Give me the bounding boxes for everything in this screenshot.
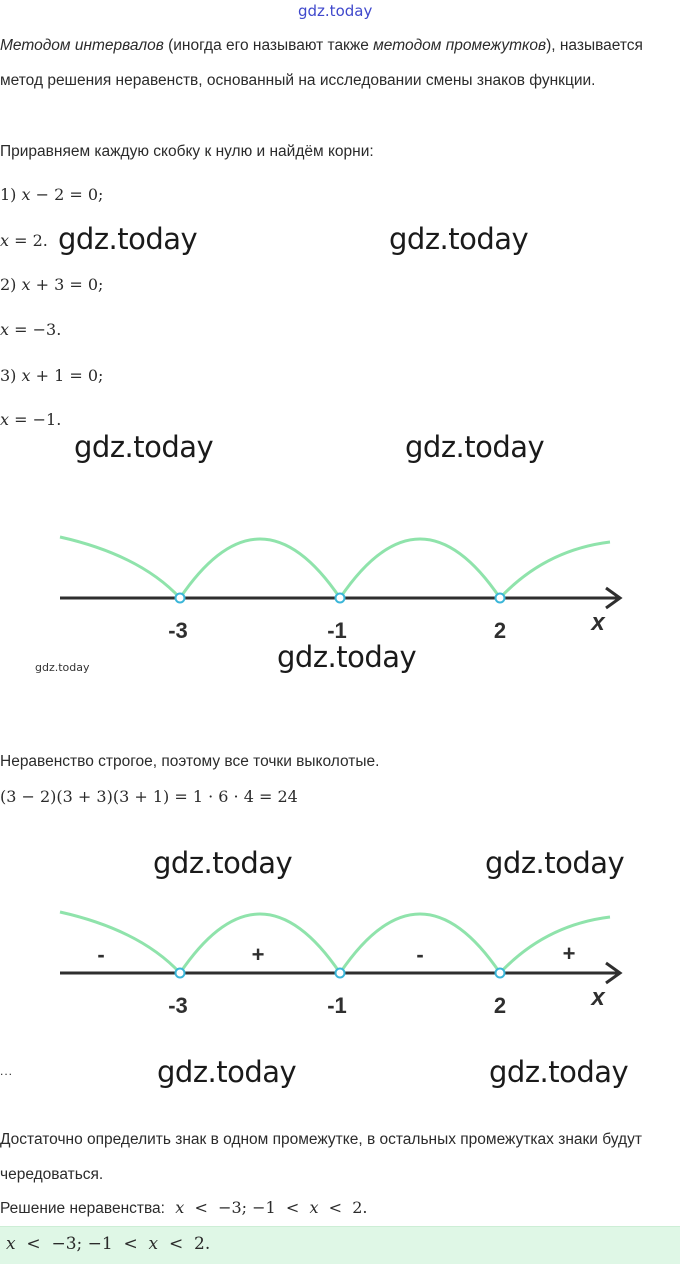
arc bbox=[500, 542, 610, 598]
watermark: gdz.today bbox=[489, 1055, 629, 1089]
number-line-2 bbox=[0, 895, 680, 1025]
strict-text: Неравенство строгое, поэтому все точки выколотые. bbox=[0, 753, 380, 770]
solution-value: 𝑥 < −3; −1 < 𝑥 < 2. bbox=[175, 1198, 368, 1217]
small-watermark: gdz.today bbox=[35, 661, 90, 674]
solution-label: Решение неравенства: bbox=[0, 1200, 165, 1217]
number-line-1 bbox=[0, 520, 680, 650]
point-marker bbox=[176, 594, 185, 603]
root-3: 𝑥 = −1. bbox=[0, 410, 62, 429]
watermark: gdz.today bbox=[277, 640, 417, 674]
watermark: gdz.today bbox=[74, 430, 214, 464]
point-label: 2 bbox=[493, 993, 507, 1018]
point-marker bbox=[496, 594, 505, 603]
point-marker bbox=[496, 969, 505, 978]
point-marker bbox=[336, 969, 345, 978]
point-label: -3 bbox=[168, 993, 188, 1018]
equation-3: 3) 𝑥 + 1 = 0; bbox=[0, 366, 104, 385]
watermark: gdz.today bbox=[153, 846, 293, 880]
equation-2: 2) 𝑥 + 3 = 0; bbox=[0, 275, 104, 294]
watermark: gdz.today bbox=[157, 1055, 297, 1089]
axis-label: x bbox=[591, 984, 605, 1011]
intro-mid: (иногда его называют также bbox=[163, 37, 374, 54]
root-1: 𝑥 = 2. bbox=[0, 231, 48, 250]
point-label: -3 bbox=[168, 618, 188, 643]
solution-line bbox=[0, 1198, 368, 1218]
point-label: -1 bbox=[327, 618, 347, 643]
arc bbox=[60, 537, 180, 598]
top-watermark: gdz.today bbox=[298, 2, 373, 20]
alternate-text: Достаточно определить знак в одном промежутке, в остальных промежутках знаки будут чередоваться. bbox=[0, 1131, 642, 1183]
arc bbox=[60, 912, 180, 973]
axis-label: x bbox=[591, 609, 605, 636]
watermark: gdz.today bbox=[405, 430, 545, 464]
arc bbox=[500, 917, 610, 973]
root-2: 𝑥 = −3. bbox=[0, 320, 62, 339]
watermark: gdz.today bbox=[389, 222, 529, 256]
sign-label: - bbox=[416, 942, 424, 967]
calc-text: (3 − 2)(3 + 3)(3 + 1) = 1 · 6 · 4 = 24 bbox=[0, 787, 298, 806]
equation-1: 1) 𝑥 − 2 = 0; bbox=[0, 185, 104, 204]
term-intervals: Методом интервалов bbox=[0, 37, 164, 54]
ellipsis: ... bbox=[0, 1064, 14, 1078]
arc bbox=[340, 539, 500, 598]
sign-label: + bbox=[562, 941, 576, 966]
intro-paragraph bbox=[0, 28, 676, 98]
answer-text: 𝑥 < −3; −1 < 𝑥 < 2. bbox=[6, 1234, 211, 1254]
point-marker bbox=[176, 969, 185, 978]
step-text: Приравняем каждую скобку к нулю и найдём корни: bbox=[0, 143, 374, 160]
watermark: gdz.today bbox=[58, 222, 198, 256]
arc bbox=[180, 539, 340, 598]
sign-label: - bbox=[97, 942, 105, 967]
term-gaps: методом промежутков bbox=[373, 37, 547, 54]
point-label: 2 bbox=[493, 618, 507, 643]
intro-rest: ), называется метод решения неравенств, основанный на исследовании смены знаков функции. bbox=[0, 37, 643, 89]
watermark: gdz.today bbox=[485, 846, 625, 880]
sign-label: + bbox=[251, 942, 265, 967]
point-label: -1 bbox=[327, 993, 347, 1018]
answer-box bbox=[0, 1226, 680, 1264]
point-marker bbox=[336, 594, 345, 603]
